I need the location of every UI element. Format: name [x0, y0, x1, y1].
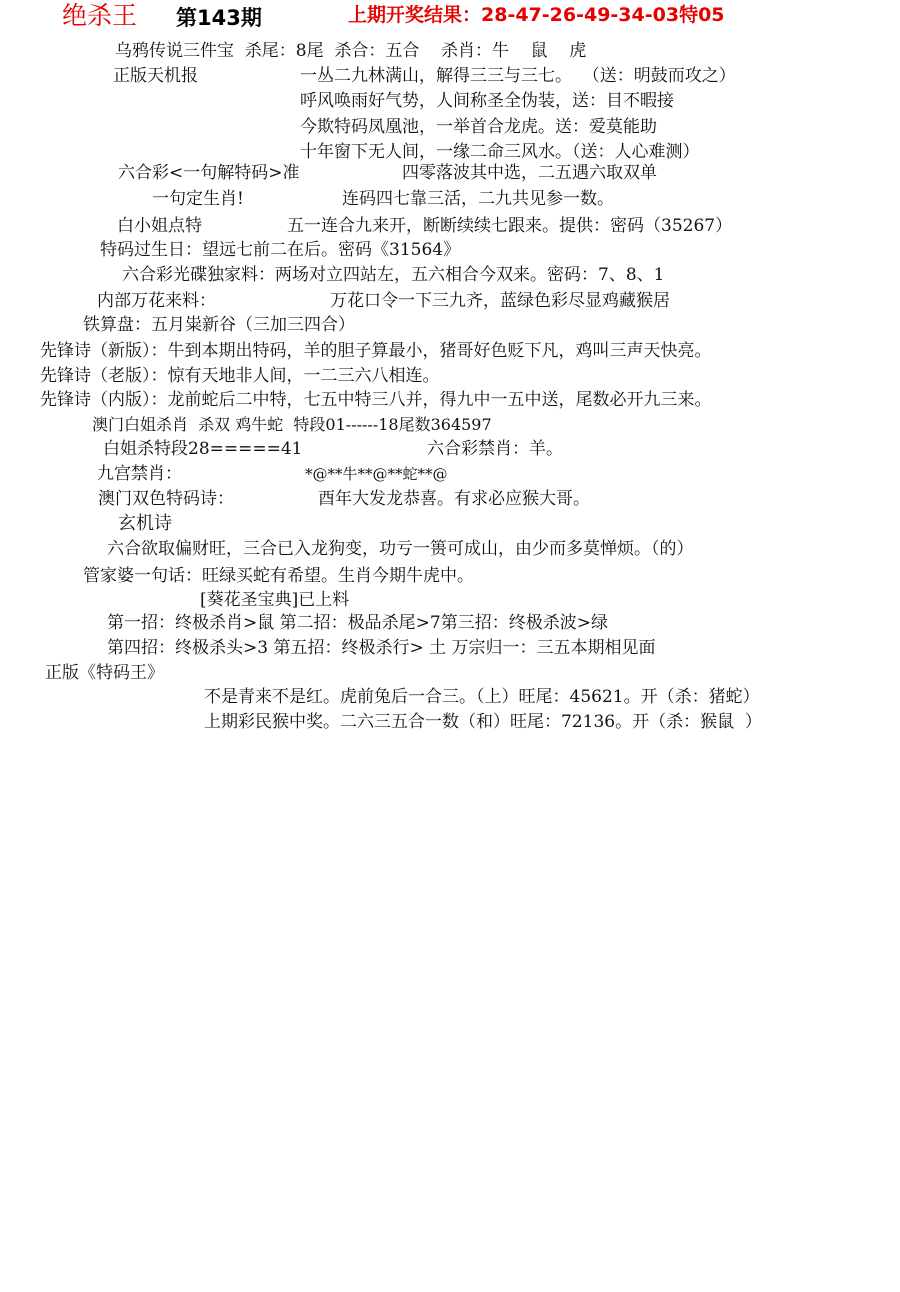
line-poem-inner: 先锋诗（内版）：龙前蛇后二中特，七五中特三八并，得九中一五中送，尾数必开九三来。: [40, 390, 712, 410]
line-tianji-4: 十年窗下无人间，一缘二命三风水。（送：人心难测）: [300, 142, 700, 162]
line-abacus: 铁算盘：五月粜新谷（三加三四合）: [83, 315, 355, 335]
line-wanhua: 万花口令一下三九齐，蓝绿色彩尽显鸡藏猴居: [330, 291, 670, 311]
line-tianji-1: 一丛二九林满山，解得三三与三七。 （送：明鼓而攻之）: [300, 66, 736, 86]
line-housekeeper: 管家婆一句话：旺绿买蛇有希望。生肖今期牛虎中。: [83, 566, 474, 586]
label-miss-white: 白小姐点特: [117, 216, 202, 236]
line-banned-zodiac: 六合彩禁肖：羊。: [427, 439, 563, 459]
line-nine-palace: *@**牛**@**蛇**@: [305, 465, 448, 483]
label-nine-palace: 九宫禁肖：: [97, 464, 182, 484]
heading-sunflower: [葵花圣宝典]已上料: [200, 590, 350, 610]
line-tema-king-1: 不是青来不是红。虎前兔后一合三。（上）旺尾：45621。开（杀：猪蛇）: [204, 687, 760, 707]
line-one-sentence-1: 四零落波其中选，二五遇六取双单: [402, 163, 657, 183]
line-crow-legend: 乌鸦传说三件宝 杀尾：8尾 杀合：五合 杀肖：牛 鼠 虎: [115, 41, 587, 61]
line-tema-king-2: 上期彩民猴中奖。二六三五合一数（和）旺尾：72136。开（杀：猴鼠 ）: [204, 712, 762, 732]
brand-title: 绝杀王: [62, 1, 138, 30]
heading-mystery-poem: 玄机诗: [118, 513, 172, 534]
line-white-segment: 白姐杀特段28=====41: [103, 439, 303, 459]
line-miss-white: 五一连合九来开，断断续续七跟来。提供：密码（35267）: [287, 216, 733, 236]
line-poem-new: 先锋诗（新版）：牛到本期出特码，羊的胆子算最小，猪哥好色贬下凡，鸡叫三声天快亮。: [40, 341, 712, 361]
line-birthday: 特码过生日：望远七前二在后。密码《31564》: [100, 240, 461, 260]
line-double-color: 酉年大发龙恭喜。有求必应猴大哥。: [318, 489, 590, 509]
line-moves-1: 第一招：终极杀肖>鼠 第二招：极品杀尾>7第三招：终极杀波>绿: [107, 613, 608, 633]
line-moves-2: 第四招：终极杀头>3 第五招：终极杀行> 土 万宗归一：三五本期相见面: [107, 638, 656, 658]
line-one-sentence-2: 连码四七靠三活，二九共见参一数。: [342, 189, 614, 209]
label-one-sentence: 六合彩<一句解特码>准: [118, 163, 300, 183]
line-disc: 六合彩光碟独家料：两场对立四站左，五六相合今双来。密码：7、8、1: [122, 265, 665, 285]
label-tianji: 正版天机报: [113, 66, 198, 86]
label-double-color: 澳门双色特码诗：: [98, 489, 234, 509]
issue-number: 第143期: [176, 6, 262, 30]
line-poem-old: 先锋诗（老版）：惊有天地非人间，一二三六八相连。: [40, 366, 440, 386]
label-zodiac-sentence: 一句定生肖!: [152, 189, 244, 209]
label-wanhua: 内部万花来料：: [97, 291, 216, 311]
line-mystery-poem: 六合欲取偏财旺，三合已入龙狗变，功亏一篑可成山，由少而多莫惮烦。（的）: [107, 539, 694, 559]
line-tianji-3: 今欺特码凤凰池，一举首合龙虎。送：爱莫能助: [300, 117, 657, 137]
line-macau-white: 澳门白姐杀肖 杀双 鸡牛蛇 特段01------18尾数364597: [92, 415, 492, 434]
line-tianji-2: 呼风唤雨好气势，人间称圣全伪装，送：目不暇接: [300, 91, 674, 111]
heading-tema-king: 正版《特码王》: [45, 663, 164, 683]
last-result: 上期开奖结果：28-47-26-49-34-03特05: [348, 4, 725, 26]
